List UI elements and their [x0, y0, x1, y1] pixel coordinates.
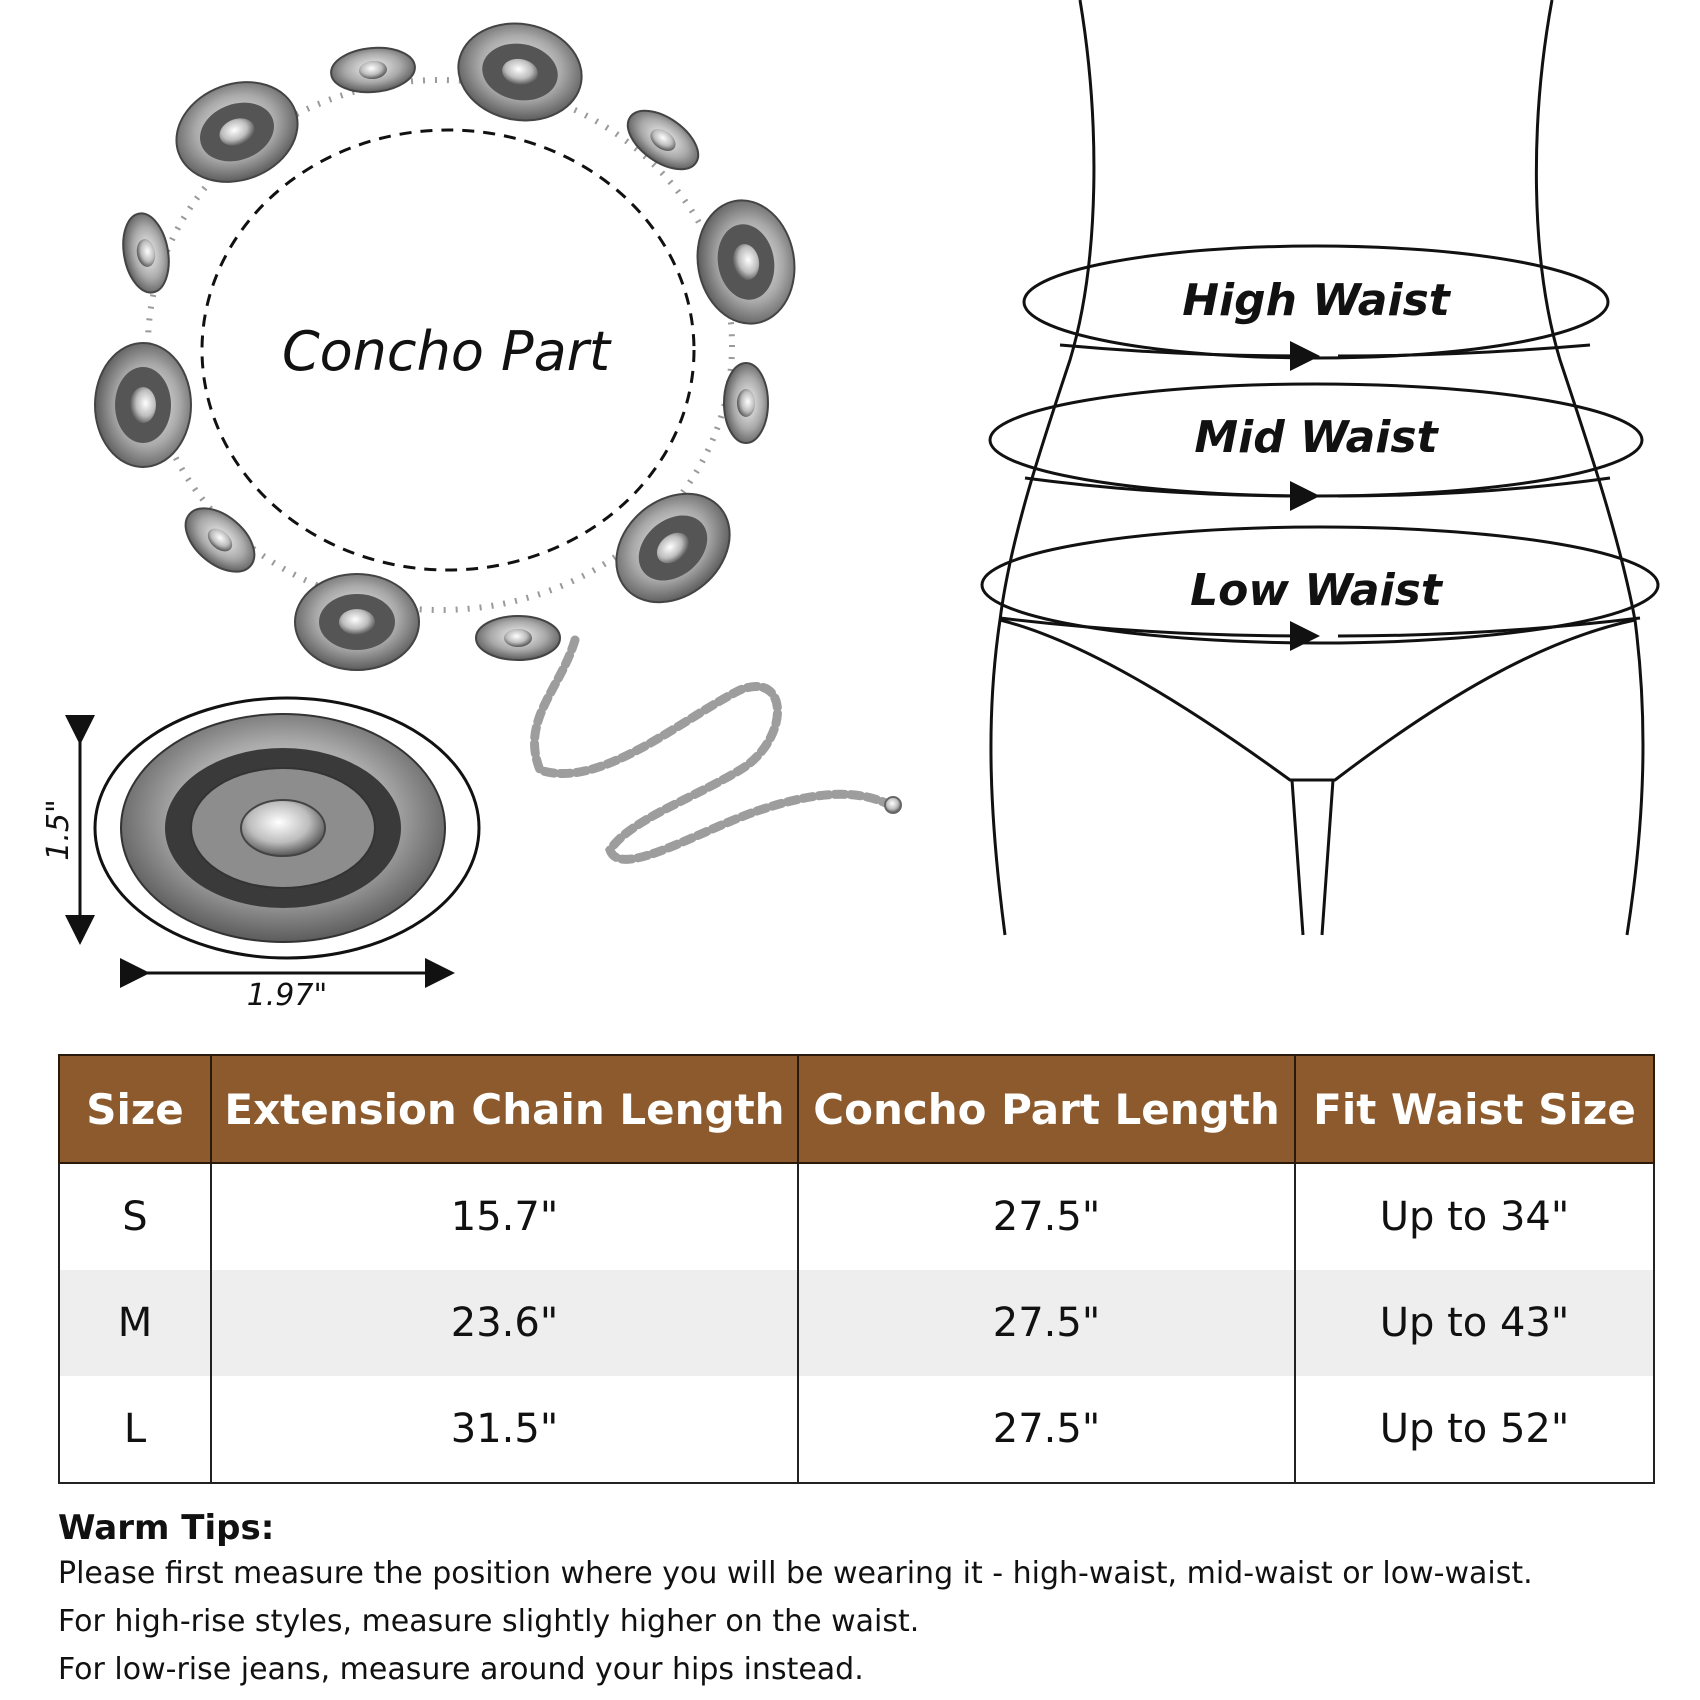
warm-tip-line: Please first measure the position where you will be wearing it - high-waist, mid-waist or low-waist. [58, 1556, 1533, 1591]
cell-concho-part-length: 27.5" [798, 1163, 1295, 1270]
header-fit-waist-size: Fit Waist Size [1295, 1055, 1654, 1163]
cell-fit-waist-size: Up to 34" [1295, 1163, 1654, 1270]
header-size: Size [59, 1055, 211, 1163]
header-concho-part-length: Concho Part Length [798, 1055, 1295, 1163]
high-waist-label: High Waist [1182, 275, 1450, 326]
body-outline [991, 0, 1643, 935]
cell-size: M [59, 1270, 211, 1376]
cell-extension-chain-length: 23.6" [211, 1270, 798, 1376]
warm-tip-line: For high-rise styles, measure slightly higher on the waist. [58, 1604, 920, 1639]
low-waist-label: Low Waist [1190, 565, 1442, 616]
header-extension-chain-length: Extension Chain Length [211, 1055, 798, 1163]
mid-waist-arrow [1025, 478, 1305, 496]
cell-extension-chain-length: 31.5" [211, 1376, 798, 1483]
table-row [59, 1376, 1654, 1483]
cell-concho-part-length: 27.5" [798, 1376, 1295, 1483]
concho-closeup [95, 698, 479, 958]
concho-part-label: Concho Part [281, 320, 611, 383]
warm-tips [58, 1508, 1678, 1700]
warm-tip-line: For low-rise jeans, measure around your hips instead. [58, 1652, 864, 1687]
cell-fit-waist-size: Up to 43" [1295, 1270, 1654, 1376]
table-header-row [59, 1055, 1654, 1163]
height-dimension-label: 1.5" [41, 799, 76, 861]
cell-size: S [59, 1163, 211, 1270]
cell-size: L [59, 1376, 211, 1483]
cell-concho-part-length: 27.5" [798, 1270, 1295, 1376]
mid-waist-label: Mid Waist [1194, 412, 1438, 463]
size-table [58, 1054, 1655, 1484]
cell-extension-chain-length: 15.7" [211, 1163, 798, 1270]
width-dimension-label: 1.97" [246, 978, 328, 1013]
table-row [59, 1163, 1654, 1270]
warm-tips-title: Warm Tips: [58, 1508, 275, 1548]
low-waist-arrow [1000, 618, 1305, 636]
table-row [59, 1270, 1654, 1376]
extension-chain [535, 640, 890, 859]
cell-fit-waist-size: Up to 52" [1295, 1376, 1654, 1483]
